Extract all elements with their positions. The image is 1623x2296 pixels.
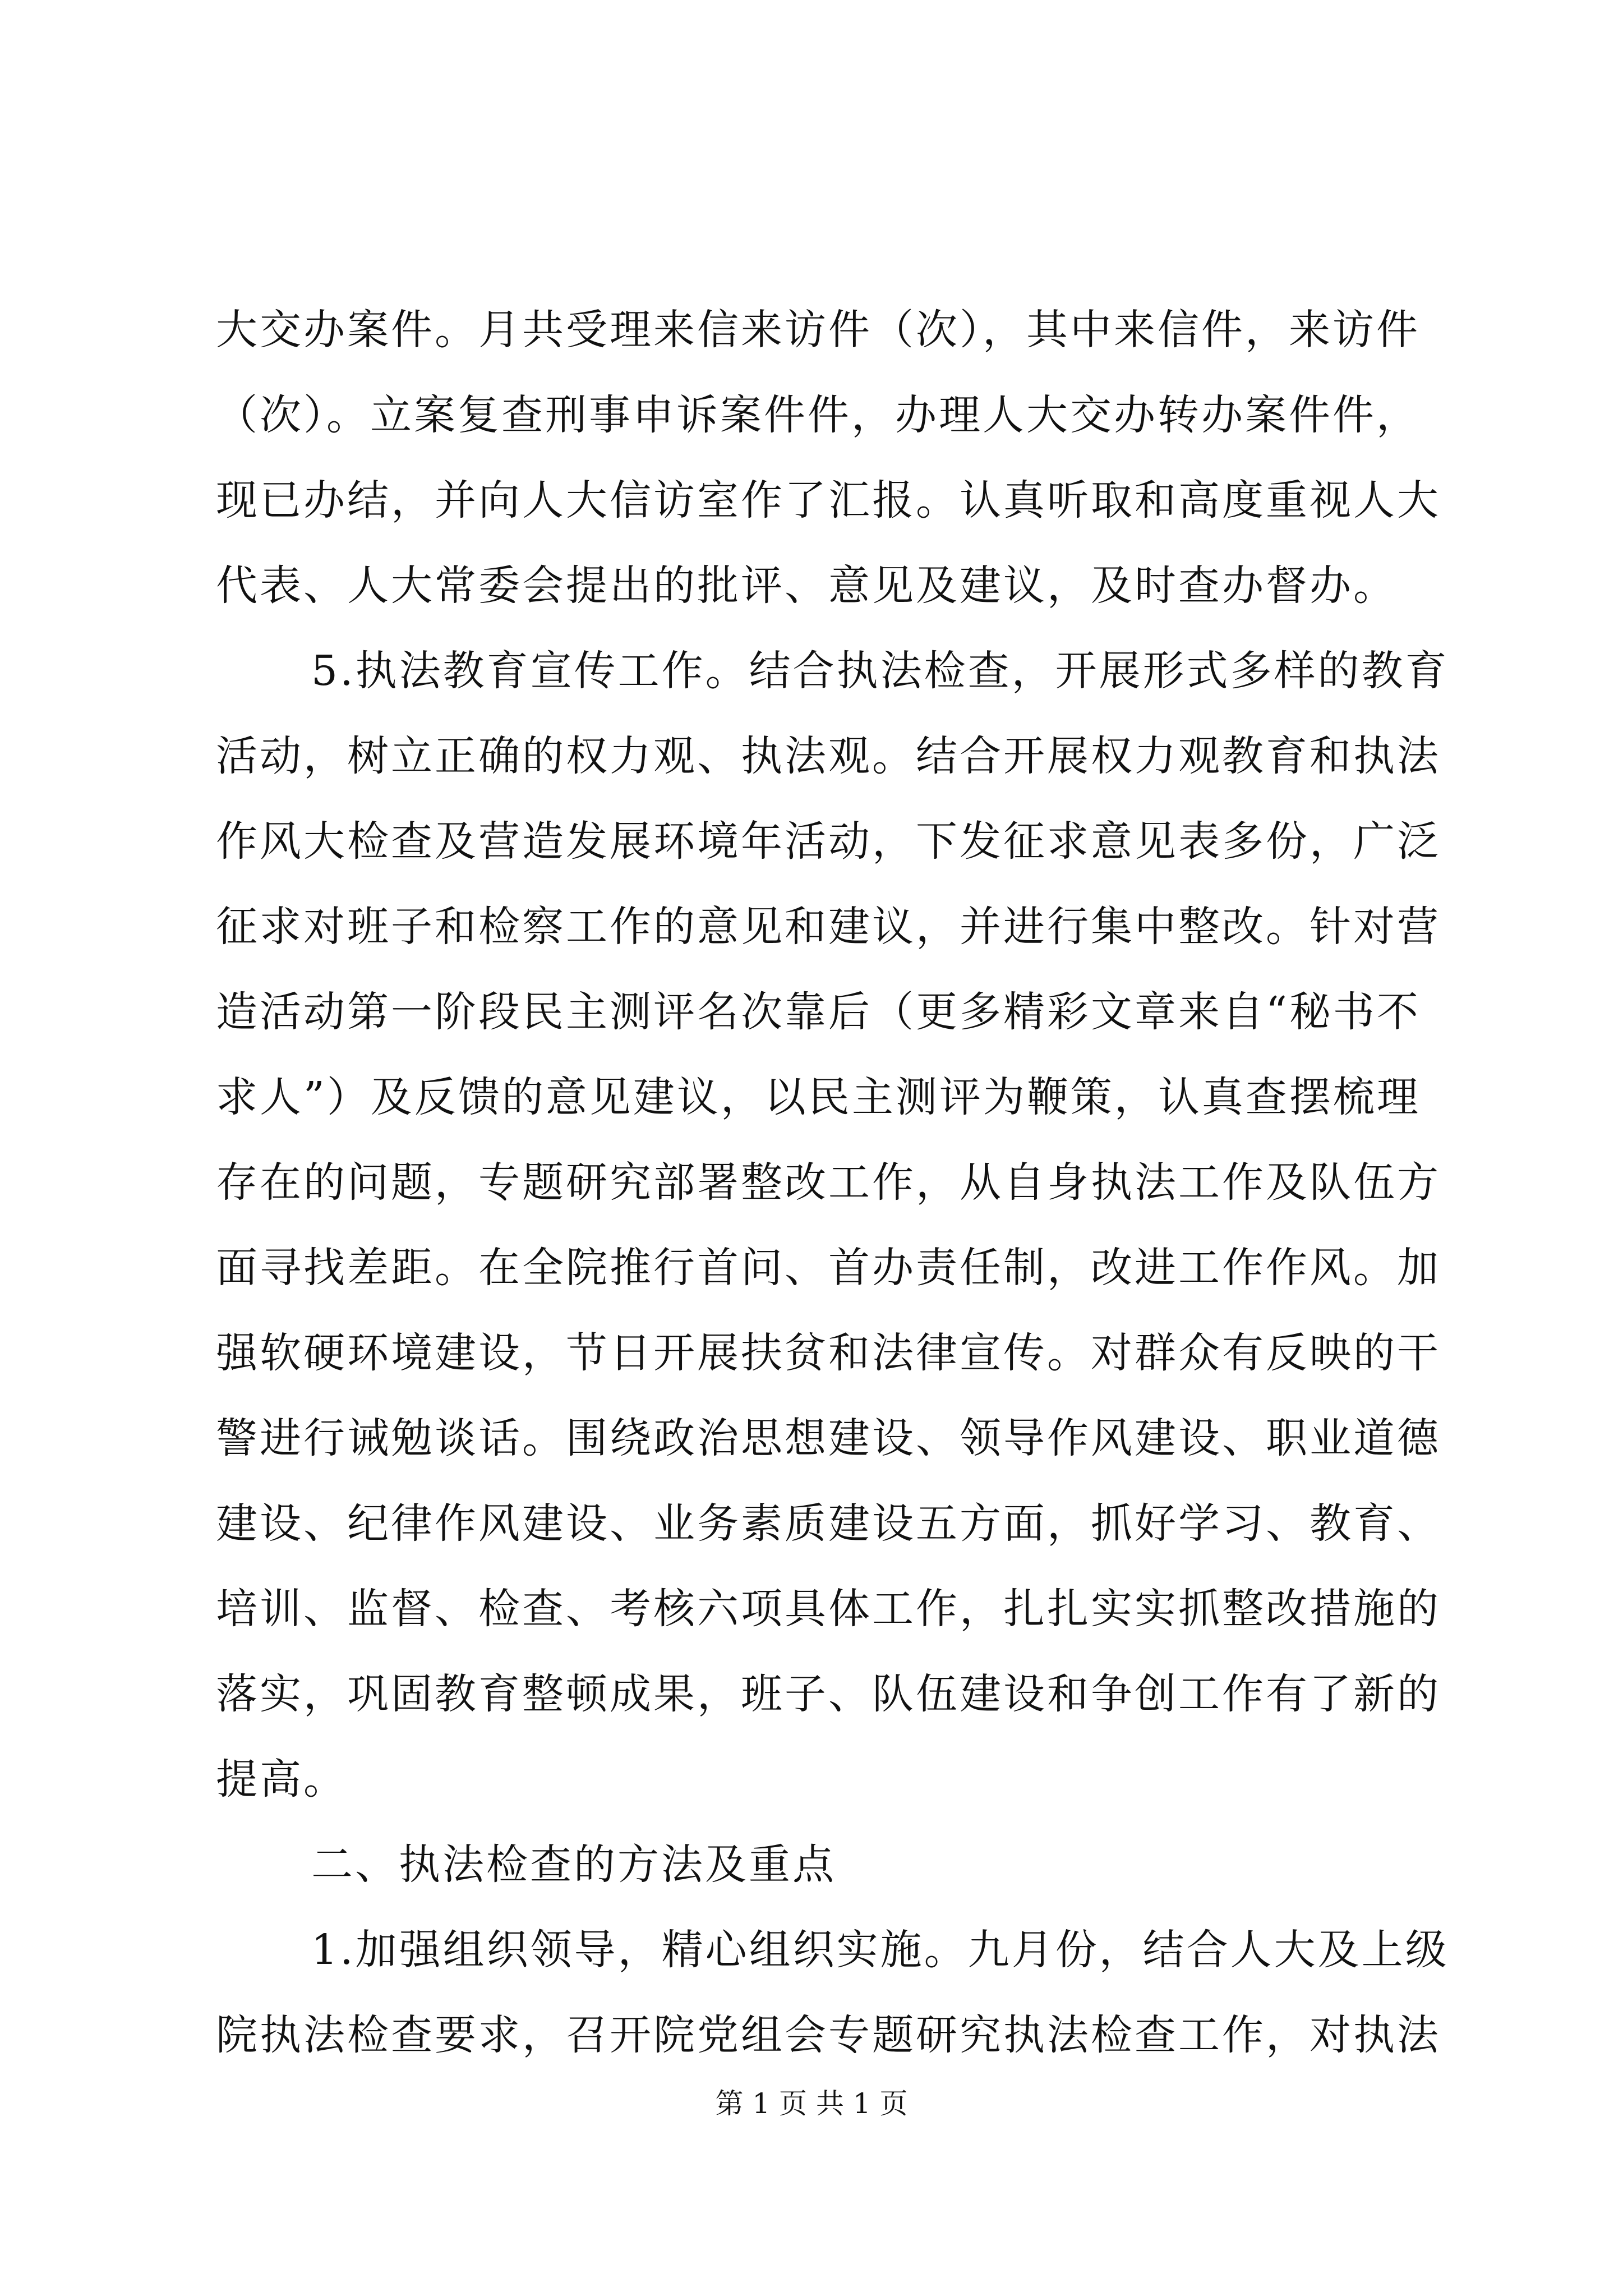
paragraph-start-line: 1.加强组织领导，精心组织实施。九月份，结合人大及上级 (311, 1926, 1449, 1974)
text-line: 院执法检查要求，召开院党组会专题研究执法检查工作，对执法 (216, 2011, 1441, 2059)
text-line: （次）。立案复查刑事申诉案件件，办理人大交办转办案件件， (216, 391, 1420, 439)
text-line: 代表、人大常委会提出的批评、意见及建议，及时查办督办。 (216, 562, 1397, 610)
text-line: 培训、监督、检查、考核六项具体工作，扎扎实实抓整改措施的 (216, 1585, 1441, 1633)
text-line: 求人”）及反馈的意见建议，以民主测评为鞭策，认真查摆梳理 (216, 1073, 1421, 1121)
section-heading: 二、执法检查的方法及重点 (311, 1841, 836, 1889)
page-footer: 第 1 页 共 1 页 (715, 2087, 908, 2120)
paragraph-start-line: 5.执法教育宣传工作。结合执法检查，开展形式多样的教育 (311, 647, 1449, 695)
text-line: 存在的问题，专题研究部署整改工作，从自身执法工作及队伍方 (216, 1158, 1441, 1207)
text-line: 强软硬环境建设，节日开展扶贫和法律宣传。对群众有反映的干 (216, 1329, 1441, 1377)
text-line: 造活动第一阶段民主测评名次靠后（更多精彩文章来自“秘书不 (216, 988, 1421, 1036)
text-line: 面寻找差距。在全院推行首问、首办责任制，改进工作作风。加 (216, 1244, 1441, 1292)
text-line: 提高。 (216, 1755, 347, 1803)
text-line: 警进行诫勉谈话。围绕政治思想建设、领导作风建设、职业道德 (216, 1414, 1441, 1462)
text-line: 落实，巩固教育整顿成果，班子、队伍建设和争创工作有了新的 (216, 1670, 1441, 1718)
text-line: 活动，树立正确的权力观、执法观。结合开展权力观教育和执法 (216, 732, 1441, 780)
text-line: 作风大检查及营造发展环境年活动，下发征求意见表多份，广泛 (216, 817, 1441, 866)
text-line: 征求对班子和检察工作的意见和建议，并进行集中整改。针对营 (216, 903, 1441, 951)
text-line: 大交办案件。月共受理来信来访件（次），其中来信件，来访件 (216, 306, 1420, 354)
text-line: 现已办结，并向人大信访室作了汇报。认真听取和高度重视人大 (216, 476, 1441, 524)
text-line: 建设、纪律作风建设、业务素质建设五方面，抓好学习、教育、 (216, 1499, 1441, 1548)
